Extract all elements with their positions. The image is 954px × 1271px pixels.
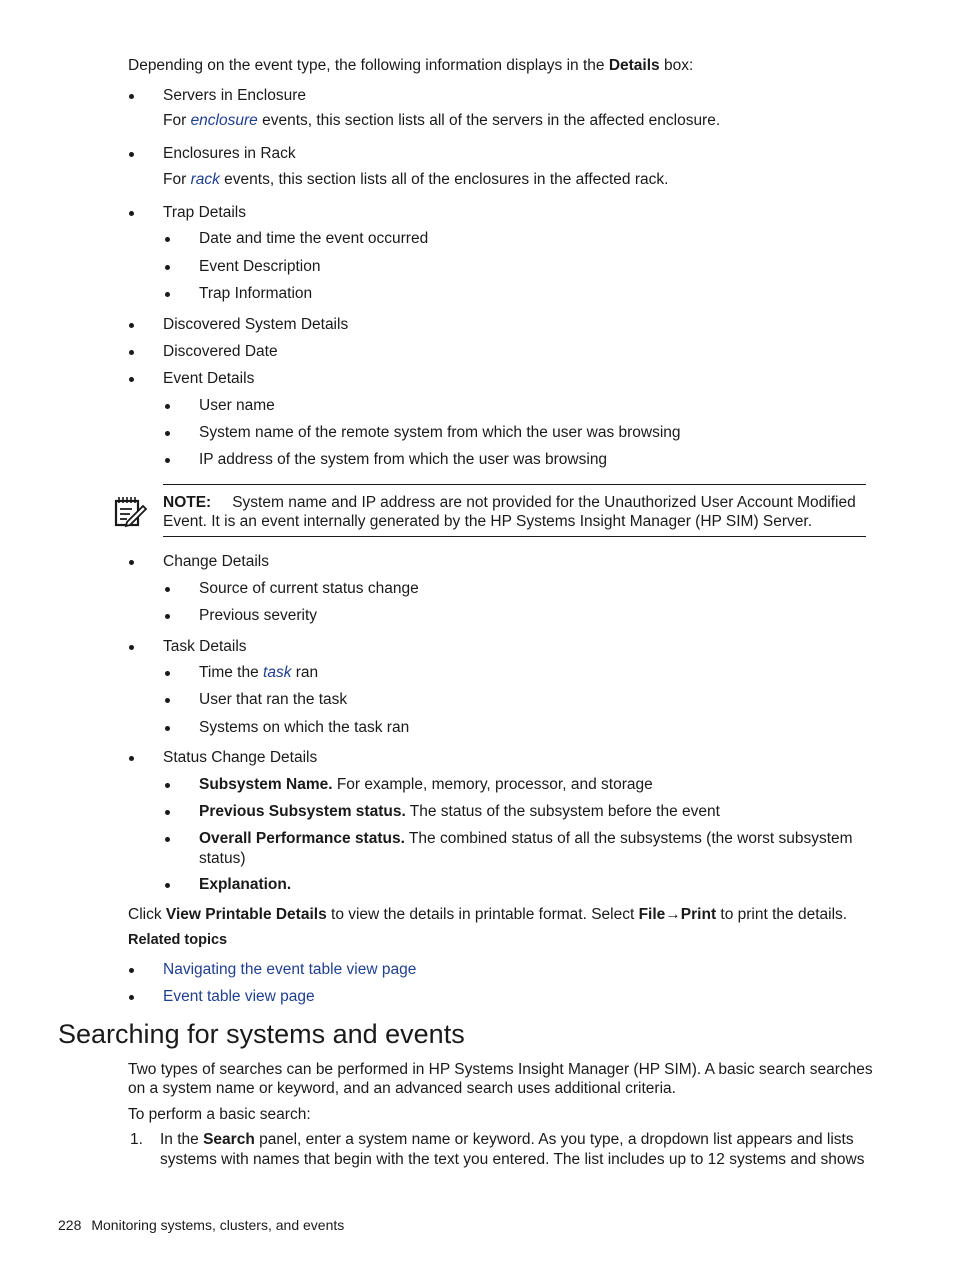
servers-in-enclosure-label: Servers in Enclosure: [163, 87, 307, 104]
section-paragraph-line-1: Two types of searches can be performed in HP Systems Insight Manager (HP SIM). A basic search searches: [128, 1061, 873, 1078]
intro-text: Depending on the event type, the following information displays in the: [128, 57, 609, 74]
note-label: NOTE:: [163, 494, 212, 511]
list-item: Event Description: [199, 258, 321, 275]
item-text: The combined status of all the subsystems (the worst subsystem: [404, 830, 853, 847]
bullet: [165, 810, 170, 815]
note-icon: [113, 495, 147, 529]
list-item: [199, 829, 853, 848]
change-details-label: Change Details: [163, 553, 269, 570]
bullet: [165, 431, 170, 436]
desc-text: For: [163, 171, 191, 188]
text: panel, enter a system name or keyword. As you type, a dropdown list appears and lists: [254, 1131, 854, 1148]
task-link[interactable]: task: [263, 664, 292, 681]
event-details-label: Event Details: [163, 370, 255, 387]
list-item: IP address of the system from which the user was browsing: [199, 451, 608, 468]
bullet: [129, 94, 134, 99]
bullet: [165, 587, 170, 592]
bullet: [165, 837, 170, 842]
item-text: The status of the subsystem before the event: [405, 803, 720, 820]
list-item: Previous severity: [199, 607, 318, 624]
list-item: Trap Information: [199, 285, 313, 302]
list-item: Source of current status change: [199, 580, 419, 597]
bullet: [165, 783, 170, 788]
enclosure-link[interactable]: enclosure: [190, 112, 258, 129]
bullet: [129, 968, 134, 973]
bullet: [129, 995, 134, 1000]
note-line-2: Event. It is an event internally generated by the HP Systems Insight Manager (HP SIM) Server.: [163, 513, 813, 530]
view-printable-details-term: View Printable Details: [165, 906, 327, 923]
step-line-1: [160, 1130, 854, 1149]
list-item: [199, 875, 291, 894]
note-text: System name and IP address are not provided for the Unauthorized User Account Modified: [232, 494, 856, 511]
bullet: [129, 211, 134, 216]
intro-text-end: box:: [659, 57, 694, 74]
bullet: [129, 560, 134, 565]
list-item: User name: [199, 397, 275, 414]
rack-link[interactable]: rack: [190, 171, 220, 188]
bullet: [165, 698, 170, 703]
print-instructions: [128, 905, 847, 924]
bullet: [165, 614, 170, 619]
enclosures-description: [163, 170, 668, 189]
details-term: Details: [608, 57, 660, 74]
item-text: For example, memory, processor, and storage: [332, 776, 653, 793]
item-term: Explanation.: [199, 876, 292, 893]
print-term: Print: [680, 906, 717, 923]
bullet: [129, 377, 134, 382]
text: to print the details.: [716, 906, 848, 923]
discovered-system-details-label: Discovered System Details: [163, 316, 349, 333]
item-text: ran: [291, 664, 319, 681]
search-panel-term: Search: [203, 1131, 255, 1148]
item-term: Previous Subsystem status.: [199, 803, 406, 820]
list-item-continuation: status): [199, 850, 246, 867]
text: Click: [128, 906, 166, 923]
bullet: [165, 458, 170, 463]
bullet: [129, 323, 134, 328]
related-link-navigating-event-table[interactable]: Navigating the event table view page: [163, 961, 417, 978]
list-item: [199, 775, 653, 794]
servers-description: [163, 111, 720, 130]
note-top-rule: [163, 484, 866, 485]
item-term: Overall Performance status.: [199, 830, 405, 847]
bullet: [165, 726, 170, 731]
desc-text: For: [163, 112, 191, 129]
text: In the: [160, 1131, 204, 1148]
list-item: User that ran the task: [199, 691, 348, 708]
trap-details-label: Trap Details: [163, 204, 246, 221]
list-item: Systems on which the task ran: [199, 719, 410, 736]
bullet: [165, 292, 170, 297]
basic-search-intro: To perform a basic search:: [128, 1106, 311, 1123]
page-number: 228: [58, 1217, 82, 1233]
bullet: [129, 645, 134, 650]
section-paragraph-line-2: on a system name or keyword, and an advanced search uses additional criteria.: [128, 1080, 676, 1097]
list-item: [199, 663, 318, 682]
task-details-label: Task Details: [163, 638, 247, 655]
list-item: System name of the remote system from which the user was browsing: [199, 424, 681, 441]
bullet: [165, 265, 170, 270]
item-text: Time the: [199, 664, 264, 681]
footer-text: Monitoring systems, clusters, and events: [91, 1217, 345, 1233]
bullet: [165, 404, 170, 409]
list-item: Date and time the event occurred: [199, 230, 429, 247]
related-link-event-table-view[interactable]: Event table view page: [163, 988, 315, 1005]
file-menu-term: File: [638, 906, 666, 923]
step-number: 1.: [130, 1131, 143, 1148]
discovered-date-label: Discovered Date: [163, 343, 278, 360]
bullet: [165, 671, 170, 676]
text: to view the details in printable format. Select: [326, 906, 639, 923]
desc-text: events, this section lists all of the servers in the affected enclosure.: [257, 112, 721, 129]
enclosures-in-rack-label: Enclosures in Rack: [163, 145, 296, 162]
bullet: [129, 152, 134, 157]
arrow-icon: →: [665, 906, 681, 923]
list-item: [199, 802, 720, 821]
bullet: [165, 237, 170, 242]
bullet: [129, 756, 134, 761]
item-term: Subsystem Name.: [199, 776, 333, 793]
status-change-details-label: Status Change Details: [163, 749, 318, 766]
section-title: Searching for systems and events: [58, 1019, 465, 1049]
related-topics-heading: Related topics: [128, 932, 228, 948]
desc-text: events, this section lists all of the enclosures in the affected rack.: [219, 171, 669, 188]
note-bottom-rule: [163, 536, 866, 537]
step-line-2: systems with names that begin with the text you entered. The list includes up to 12 systems and shows: [160, 1151, 865, 1168]
bullet: [129, 350, 134, 355]
note-line-1: [163, 493, 856, 512]
intro-paragraph: [128, 56, 693, 75]
page-footer: [58, 1216, 344, 1235]
bullet: [165, 883, 170, 888]
